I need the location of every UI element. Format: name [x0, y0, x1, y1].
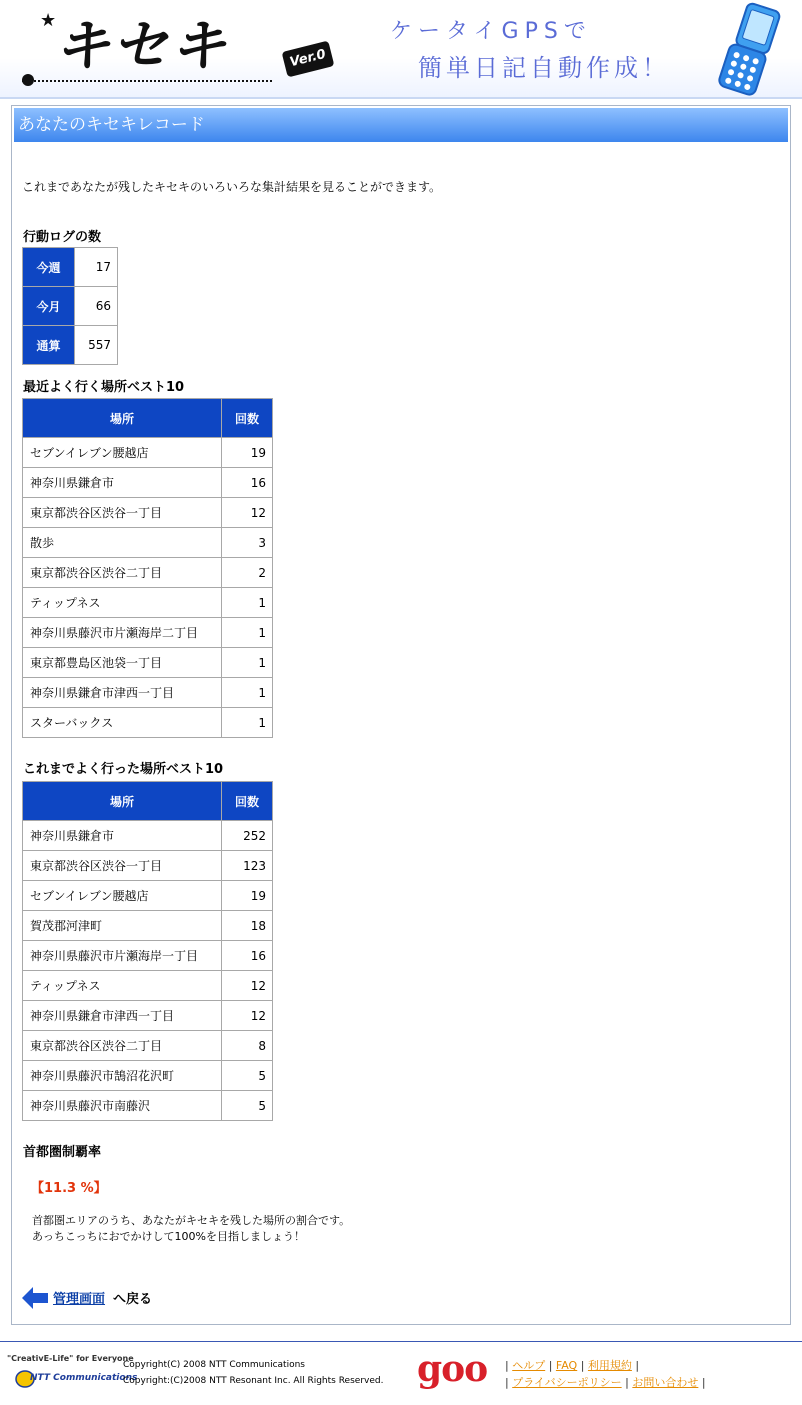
table-row: [23, 821, 273, 851]
site-footer: [0, 1341, 802, 1405]
log-count: 557: [75, 326, 118, 365]
logo-dotted-line: [22, 80, 272, 82]
place-name: 賀茂郡河津町: [23, 911, 222, 941]
place-name: 神奈川県鎌倉市: [23, 468, 222, 498]
table-row: [23, 326, 118, 365]
table-header-row: [23, 399, 273, 438]
place-name: 神奈川県鎌倉市: [23, 821, 222, 851]
table-row: [23, 558, 273, 588]
place-name: 神奈川県藤沢市南藤沢: [23, 1091, 222, 1121]
column-header-place: 場所: [23, 399, 222, 438]
visit-count: 16: [222, 941, 273, 971]
table-row: [23, 648, 273, 678]
visit-count: 3: [222, 528, 273, 558]
capital-area-desc-line2: あっちこっちにおでかけして100%を目指しましょう！: [32, 1230, 306, 1243]
visit-count: 1: [222, 618, 273, 648]
place-name: 神奈川県鎌倉市津西一丁目: [23, 1001, 222, 1031]
period-label: 今月: [23, 287, 75, 326]
visit-count: 12: [222, 498, 273, 528]
table-row: [23, 1001, 273, 1031]
column-header-count: 回数: [222, 399, 273, 438]
table-row: [23, 588, 273, 618]
place-name: 東京都渋谷区渋谷一丁目: [23, 851, 222, 881]
place-name: 東京都渋谷区渋谷二丁目: [23, 558, 222, 588]
mobile-phone-icon: [708, 2, 786, 96]
place-name: ティップネス: [23, 971, 222, 1001]
tagline-line1: ケータイGPSで: [390, 19, 592, 44]
activity-logs-table: [22, 247, 118, 365]
recent-top10-heading: 最近よく行く場所ベスト10: [23, 380, 185, 395]
visit-count: 1: [222, 678, 273, 708]
table-row: [23, 881, 273, 911]
column-header-count: 回数: [222, 782, 273, 821]
footer-links-row1: | ヘルプ | FAQ | 利用規約 |: [505, 1359, 640, 1372]
table-row: [23, 528, 273, 558]
terms-link[interactable]: 利用規約: [587, 1359, 632, 1372]
table-header-row: [23, 782, 273, 821]
site-header: [0, 0, 802, 99]
capital-area-heading: 首都圏制覇率: [23, 1145, 102, 1160]
page-title: あなたのキセキレコード: [14, 108, 788, 142]
place-name: 神奈川県藤沢市片瀬海岸一丁目: [23, 941, 222, 971]
table-row: [23, 678, 273, 708]
table-row: [23, 1091, 273, 1121]
recent-top10-table: [22, 398, 273, 738]
visit-count: 1: [222, 648, 273, 678]
place-name: 東京都豊島区池袋一丁目: [23, 648, 222, 678]
log-count: 66: [75, 287, 118, 326]
alltime-top10-table: [22, 781, 273, 1121]
place-name: 東京都渋谷区渋谷一丁目: [23, 498, 222, 528]
visit-count: 16: [222, 468, 273, 498]
back-arrow-icon[interactable]: [22, 1287, 48, 1309]
visit-count: 5: [222, 1061, 273, 1091]
visit-count: 5: [222, 1091, 273, 1121]
privacy-link[interactable]: プライバシーポリシー: [512, 1376, 622, 1389]
admin-page-link[interactable]: 管理画面: [53, 1292, 106, 1307]
star-icon: ★: [40, 10, 57, 31]
table-row: [23, 911, 273, 941]
place-name: ティップネス: [23, 588, 222, 618]
record-panel: [11, 105, 791, 1325]
copyright-ntt-com: Copyright(C) 2008 NTT Communications: [123, 1360, 305, 1370]
kiseki-logo[interactable]: [22, 10, 328, 90]
visit-count: 1: [222, 588, 273, 618]
place-name: セブンイレブン腰越店: [23, 438, 222, 468]
capital-area-rate: 【11.3 %】: [31, 1181, 107, 1196]
capital-area-desc-line1: 首都圏エリアのうち、あなたがキセキを残した場所の割合です。: [32, 1214, 351, 1227]
intro-text: これまであなたが残したキセキのいろいろな集計結果を見ることができます。: [22, 180, 442, 194]
visit-count: 12: [222, 971, 273, 1001]
visit-count: 19: [222, 881, 273, 911]
place-name: 神奈川県藤沢市鵠沼花沢町: [23, 1061, 222, 1091]
table-row: [23, 248, 118, 287]
table-row: [23, 1031, 273, 1061]
activity-logs-heading: 行動ログの数: [23, 230, 102, 245]
logo-dot: [22, 74, 34, 86]
footer-links-row2: | プライバシーポリシー | お問い合わせ |: [505, 1376, 706, 1389]
help-link[interactable]: ヘルプ: [512, 1359, 546, 1372]
alltime-top10-heading: これまでよく行った場所ベスト10: [23, 762, 224, 777]
visit-count: 8: [222, 1031, 273, 1061]
table-row: [23, 287, 118, 326]
table-row: [23, 1061, 273, 1091]
visit-count: 1: [222, 708, 273, 738]
visit-count: 18: [222, 911, 273, 941]
table-row: [23, 971, 273, 1001]
visit-count: 2: [222, 558, 273, 588]
ntt-logo-text: NTT Communications: [30, 1373, 138, 1383]
period-label: 今週: [23, 248, 75, 287]
faq-link[interactable]: FAQ: [555, 1359, 578, 1372]
visit-count: 252: [222, 821, 273, 851]
visit-count: 12: [222, 1001, 273, 1031]
back-suffix: へ戻る: [113, 1292, 153, 1307]
creative-life-slogan: "CreativE-Life" for Everyone: [7, 1354, 134, 1363]
goo-logo[interactable]: goo: [417, 1348, 488, 1390]
place-name: スターバックス: [23, 708, 222, 738]
table-row: [23, 438, 273, 468]
place-name: 神奈川県鎌倉市津西一丁目: [23, 678, 222, 708]
visit-count: 123: [222, 851, 273, 881]
place-name: セブンイレブン腰越店: [23, 881, 222, 911]
period-label: 通算: [23, 326, 75, 365]
logo-text: キセキ: [54, 14, 228, 79]
table-row: [23, 708, 273, 738]
contact-link[interactable]: お問い合わせ: [632, 1376, 699, 1389]
table-row: [23, 941, 273, 971]
copyright-ntt-resonant: Copyright:(C)2008 NTT Resonant Inc. All Rights Reserved.: [123, 1376, 384, 1386]
log-count: 17: [75, 248, 118, 287]
place-name: 神奈川県藤沢市片瀬海岸二丁目: [23, 618, 222, 648]
table-row: [23, 468, 273, 498]
place-name: 散歩: [23, 528, 222, 558]
place-name: 東京都渋谷区渋谷二丁目: [23, 1031, 222, 1061]
table-row: [23, 851, 273, 881]
version-badge: Ver.0: [282, 41, 335, 78]
tagline-line2: 簡単日記自動作成！: [418, 54, 670, 82]
visit-count: 19: [222, 438, 273, 468]
table-row: [23, 498, 273, 528]
table-row: [23, 618, 273, 648]
column-header-place: 場所: [23, 782, 222, 821]
